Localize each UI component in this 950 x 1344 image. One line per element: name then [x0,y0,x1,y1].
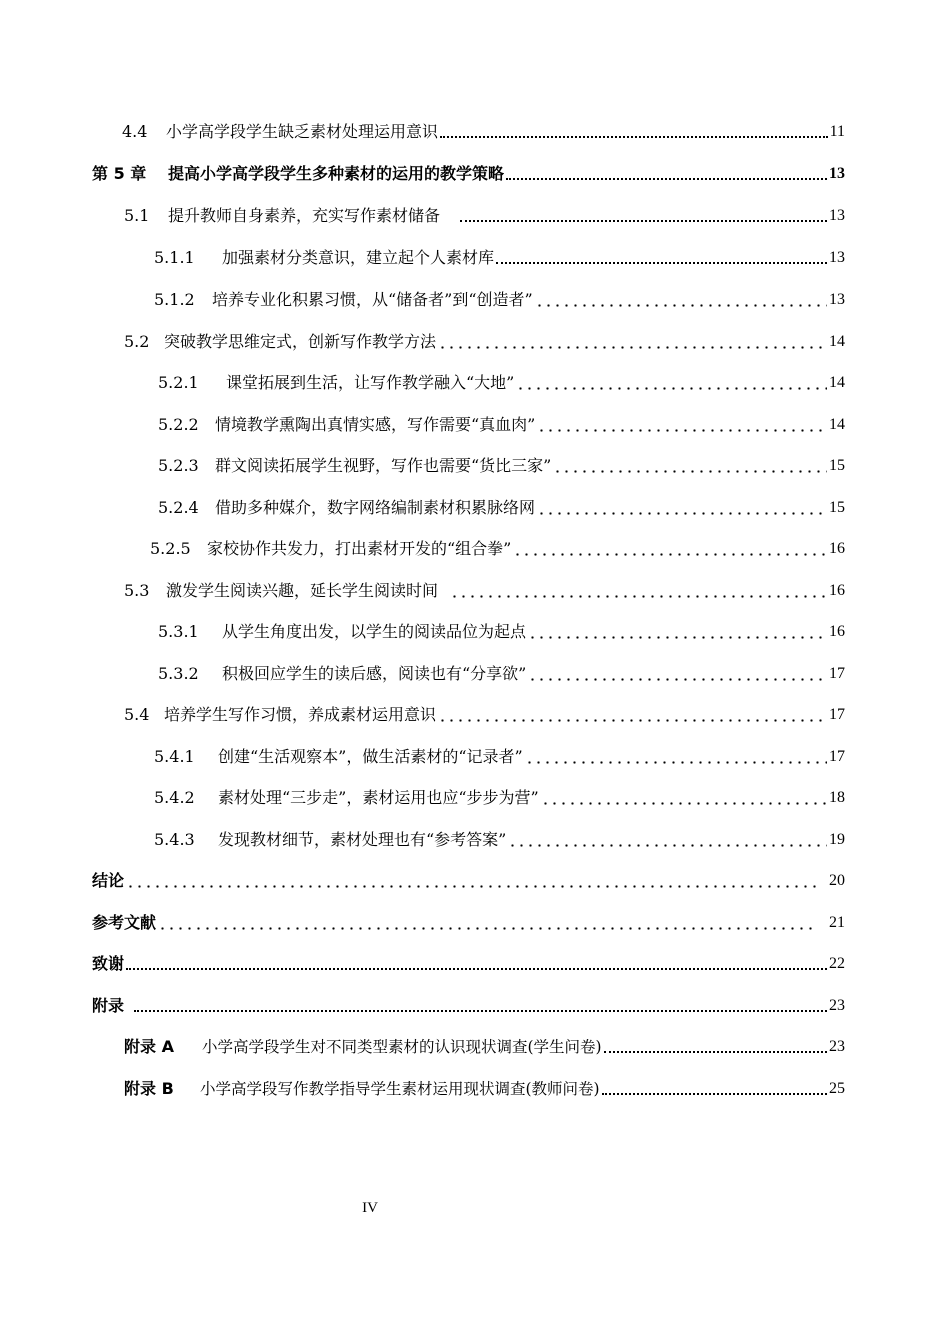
toc-entry-title: 致谢 [92,954,125,973]
toc-entry-number: 5.4.3 [154,830,195,849]
toc-entry-4-4[interactable] [122,118,845,142]
toc-entry-5-3[interactable] [124,577,845,601]
toc-leader [604,1037,827,1057]
toc-entry-page: 16 [829,623,845,640]
toc-entry-5-2-4[interactable] [158,494,845,518]
toc-entry-title: 附录 [92,996,125,1015]
toc-entry-page: 14 [829,374,845,391]
toc-entry-page: 16 [829,582,845,599]
toc-entry-5-4-1[interactable] [154,743,845,767]
toc-leader [460,206,827,226]
toc-entry-5-2-5[interactable] [150,535,845,559]
toc-entry-title: 加强素材分类意识，建立起个人素材库 [222,248,495,267]
toc-entry-number: 4.4 [122,122,148,141]
toc-entry-number: 5.4 [124,705,150,724]
toc-entry-page: 19 [829,831,845,848]
toc-entry-page: 14 [829,416,845,433]
toc-entry-number: 附录 A [124,1037,174,1056]
toc-entry-title: 突破教学思维定式，创新写作教学方法 [164,332,437,351]
toc-entry-title: 课堂拓展到生活，让写作教学融入“大地” [226,373,515,392]
toc-leader [158,913,817,933]
toc-leader [506,164,827,184]
toc-entry-page: 21 [829,914,845,931]
toc-entry-number: 5.2.2 [158,415,199,434]
toc-entry-title: 参考文献 [92,913,157,932]
toc-leader [496,248,827,268]
toc-leader [508,830,827,850]
toc-entry-page: 23 [829,997,845,1014]
toc-entry-page: 11 [829,123,845,140]
toc-entry-chapter-5[interactable] [92,160,845,184]
toc-entry-number: 5.1 [124,206,150,225]
toc-entry-page: 17 [829,748,845,765]
toc-entry-number: 5.2.3 [158,456,199,475]
toc-entry-number: 5.3.2 [158,664,199,683]
toc-leader [535,290,827,310]
toc-entry-5-2[interactable] [124,328,845,352]
toc-entry-title: 创建“生活观察本”，做生活素材的“记录者” [218,747,523,766]
toc-entry-page: 16 [829,540,845,557]
toc-entry-title: 结论 [92,871,125,890]
toc-entry-title: 素材处理“三步走”，素材运用也应“步步为营” [218,788,539,807]
toc-entry-5-3-1[interactable] [158,618,845,642]
toc-entry-page: 15 [829,499,845,516]
toc-leader [440,122,828,142]
toc-leader [513,539,827,559]
toc-entry-number: 5.2.4 [158,498,199,517]
toc-entry-appendix[interactable] [92,992,845,1016]
toc-entry-page: 18 [829,789,845,806]
toc-entry-5-4-3[interactable] [154,826,845,850]
toc-entry-title: 培养专业化积累习惯，从“储备者”到“创造者” [212,290,533,309]
toc-entry-title: 小学高学段学生对不同类型素材的认识现状调查(学生问卷) [202,1038,602,1056]
toc-entry-page: 20 [829,872,845,889]
toc-leader [537,498,827,518]
toc-entry-conclusion[interactable] [92,867,845,891]
toc-entry-page: 13 [829,249,845,266]
toc-entry-title: 家校协作共发力，打出素材开发的“组合拳” [207,539,512,558]
toc-entry-acknowledgements[interactable] [92,950,845,974]
toc-entry-number: 5.3.1 [158,622,199,641]
toc-entry-number: 5.3 [124,581,150,600]
toc-leader [602,1079,827,1099]
toc-entry-5-2-3[interactable] [158,452,845,476]
toc-leader [525,747,827,767]
toc-leader [438,705,827,725]
toc-entry-5-2-2[interactable] [158,411,845,435]
toc-leader [134,996,827,1016]
toc-entry-number: 5.4.2 [154,788,195,807]
toc-leader [126,871,817,891]
toc-entry-title: 从学生角度出发，以学生的阅读品位为起点 [222,622,527,641]
toc-entry-page: 22 [829,955,845,972]
toc-entry-title: 小学高学段写作教学指导学生素材运用现状调查(教师问卷) [200,1080,600,1098]
toc-entry-5-1-2[interactable] [154,286,845,310]
toc-entry-appendix-a[interactable] [124,1033,845,1057]
toc-leader [126,954,827,974]
toc-entry-5-2-1[interactable] [158,369,845,393]
toc-entry-5-4-2[interactable] [154,784,845,808]
toc-entry-appendix-b[interactable] [124,1075,845,1099]
toc-entry-5-4[interactable] [124,701,845,725]
toc-entry-number: 5.1.2 [154,290,195,309]
toc-entry-title: 发现教材细节，素材处理也有“参考答案” [218,830,507,849]
toc-entry-5-3-2[interactable] [158,660,845,684]
page-number: IV [362,1200,378,1216]
toc-entry-5-1[interactable] [124,202,845,226]
toc-entry-title: 提升教师自身素养，充实写作素材储备 [168,206,441,225]
toc-entry-title: 激发学生阅读兴趣，延长学生阅读时间 [166,581,439,600]
toc-entry-page: 17 [829,706,845,723]
toc-leader [541,788,827,808]
toc-entry-page: 14 [829,333,845,350]
toc-entry-number: 5.1.1 [154,248,195,267]
toc-entry-title: 情境教学熏陶出真情实感，写作需要“真血肉” [215,415,536,434]
toc-leader [528,622,827,642]
toc-entry-page: 15 [829,457,845,474]
toc-entry-title: 培养学生写作习惯，养成素材运用意识 [164,705,437,724]
toc-leader [516,373,827,393]
toc-entry-title: 积极回应学生的读后感，阅读也有“分享欲” [222,664,527,683]
toc-entry-page: 13 [829,291,845,308]
toc-entry-page: 23 [829,1038,845,1055]
toc-entry-page: 17 [829,665,845,682]
toc-leader [438,332,827,352]
toc-entry-number: 第 5 章 [92,164,147,183]
toc-entry-page: 13 [829,207,845,224]
toc-entry-number: 5.2.5 [150,539,191,558]
toc-leader [553,456,827,476]
toc-leader [537,415,827,435]
toc-leader [450,581,827,601]
toc-entry-number: 5.4.1 [154,747,195,766]
toc-entry-title: 借助多种媒介，数字网络编制素材积累脉络网 [215,498,536,517]
toc-entry-number: 附录 B [124,1079,174,1098]
toc-entry-number: 5.2 [124,332,150,351]
toc-entry-title: 群文阅读拓展学生视野，写作也需要“货比三家” [215,456,552,475]
toc-leader [528,664,827,684]
toc-entry-page: 13 [829,165,845,182]
toc-entry-page: 25 [829,1080,845,1097]
toc-entry-5-1-1[interactable] [154,244,845,268]
toc-entry-references[interactable] [92,909,845,933]
toc-entry-title: 提高小学高学段学生多种素材的运用的教学策略 [168,164,505,183]
toc-entry-title: 小学高学段学生缺乏素材处理运用意识 [166,122,439,141]
toc-entry-number: 5.2.1 [158,373,199,392]
